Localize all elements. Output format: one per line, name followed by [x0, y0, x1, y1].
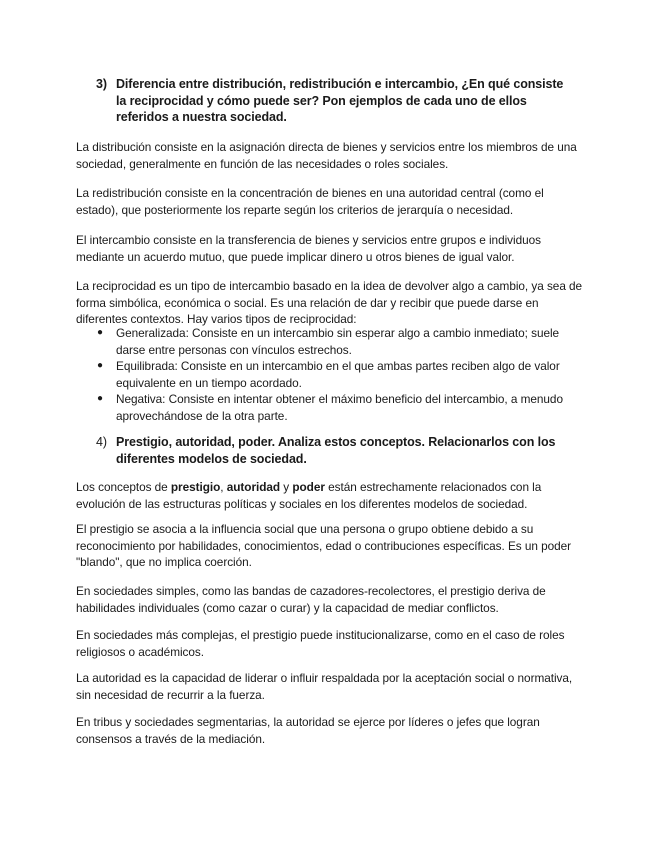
bullet-icon: ●: [97, 327, 103, 338]
paragraph-autoridad: La autoridad es la capacidad de liderar o influir respaldada por la aceptación social o normativa, sin necesidad de recurrir a la fuerza.: [76, 671, 573, 702]
paragraph-reciprocidad: La reciprocidad es un tipo de intercambio basado en la idea de devolver algo a cambio, ya sea de forma simbólica, económica o social. Es una relación de dar y recibir que puede darse en diferentes contextos. Hay varios tipos de reciprocidad:: [76, 279, 583, 326]
section-4-heading-text: Prestigio, autoridad, poder. Analiza estos conceptos. Relacionarlos con los diferentes modelos de sociedad.: [116, 435, 556, 466]
bullet-icon: ●: [97, 393, 103, 404]
section-4-heading: [96, 434, 576, 467]
paragraph-intercambio: El intercambio consiste en la transferencia de bienes y servicios entre grupos e individuos mediante un acuerdo mutuo, que puede implicar dinero u otros bienes de igual valor.: [76, 233, 541, 264]
term-poder: poder: [292, 480, 325, 494]
list-item-text: Equilibrada: Consiste en un intercambio en el que ambas partes reciben algo de valor equivalente en un tiempo acordado.: [116, 359, 560, 390]
section-3-heading: [96, 76, 576, 126]
list-item-text: Generalizada: Consiste en un intercambio sin esperar algo a cambio inmediato; suele darse entre personas con vínculos estrechos.: [116, 326, 560, 357]
list-item-text: Negativa: Consiste en intentar obtener el máximo beneficio del intercambio, a menudo aprovechándose de la otra parte.: [116, 392, 563, 423]
section-3-heading-text: Diferencia entre distribución, redistribución e intercambio, ¿En qué consiste la reciprocidad y cómo puede ser? Pon ejemplos de cada uno de ellos referidos a nuestra sociedad.: [116, 77, 564, 124]
intro-sep-1: ,: [220, 480, 227, 494]
term-autoridad: autoridad: [226, 480, 281, 494]
paragraph-conceptos-intro: [76, 479, 586, 512]
reciprocity-types-list: [96, 325, 586, 424]
list-item: [96, 325, 586, 358]
section-3-number: 3): [96, 77, 107, 91]
paragraph-sociedades-complejas: En sociedades más complejas, el prestigio puede institucionalizarse, como en el caso de roles religiosos o académicos.: [76, 628, 565, 659]
list-item: [96, 391, 586, 424]
intro-sep-2: y: [280, 480, 293, 494]
paragraph-sociedades-simples: En sociedades simples, como las bandas de cazadores-recolectores, el prestigio deriva de habilidades individuales (como cazar o curar) y la capacidad de mediar conflictos.: [76, 584, 546, 615]
paragraph-distribucion: La distribución consiste en la asignación directa de bienes y servicios entre los miembros de una sociedad, generalmente en función de las necesidades o roles sociales.: [76, 140, 577, 171]
paragraph-prestigio: El prestigio se asocia a la influencia social que una persona o grupo obtiene debido a su reconocimiento por habilidades, conocimientos, edad o contribuciones específicas. Es un poder "blando", que no implica coerción.: [76, 522, 572, 569]
term-prestigio: prestigio: [170, 480, 221, 494]
paragraph-tribus: En tribus y sociedades segmentarias, la autoridad se ejerce por líderes o jefes que logran consensos a través de la mediación.: [76, 715, 540, 746]
list-item: [96, 358, 586, 391]
paragraph-redistribucion: La redistribución consiste en la concentración de bienes en una autoridad central (como el estado), que posteriormente los reparte según los criterios de jerarquía o necesidad.: [76, 186, 544, 217]
section-4-number: 4): [96, 435, 107, 449]
intro-text-after: están estrechamente relacionados con la evolución de las estructuras políticas y sociales en los diferentes modelos de sociedad.: [76, 480, 542, 511]
intro-text-before: Los conceptos de: [76, 480, 171, 494]
bullet-icon: ●: [97, 360, 103, 371]
